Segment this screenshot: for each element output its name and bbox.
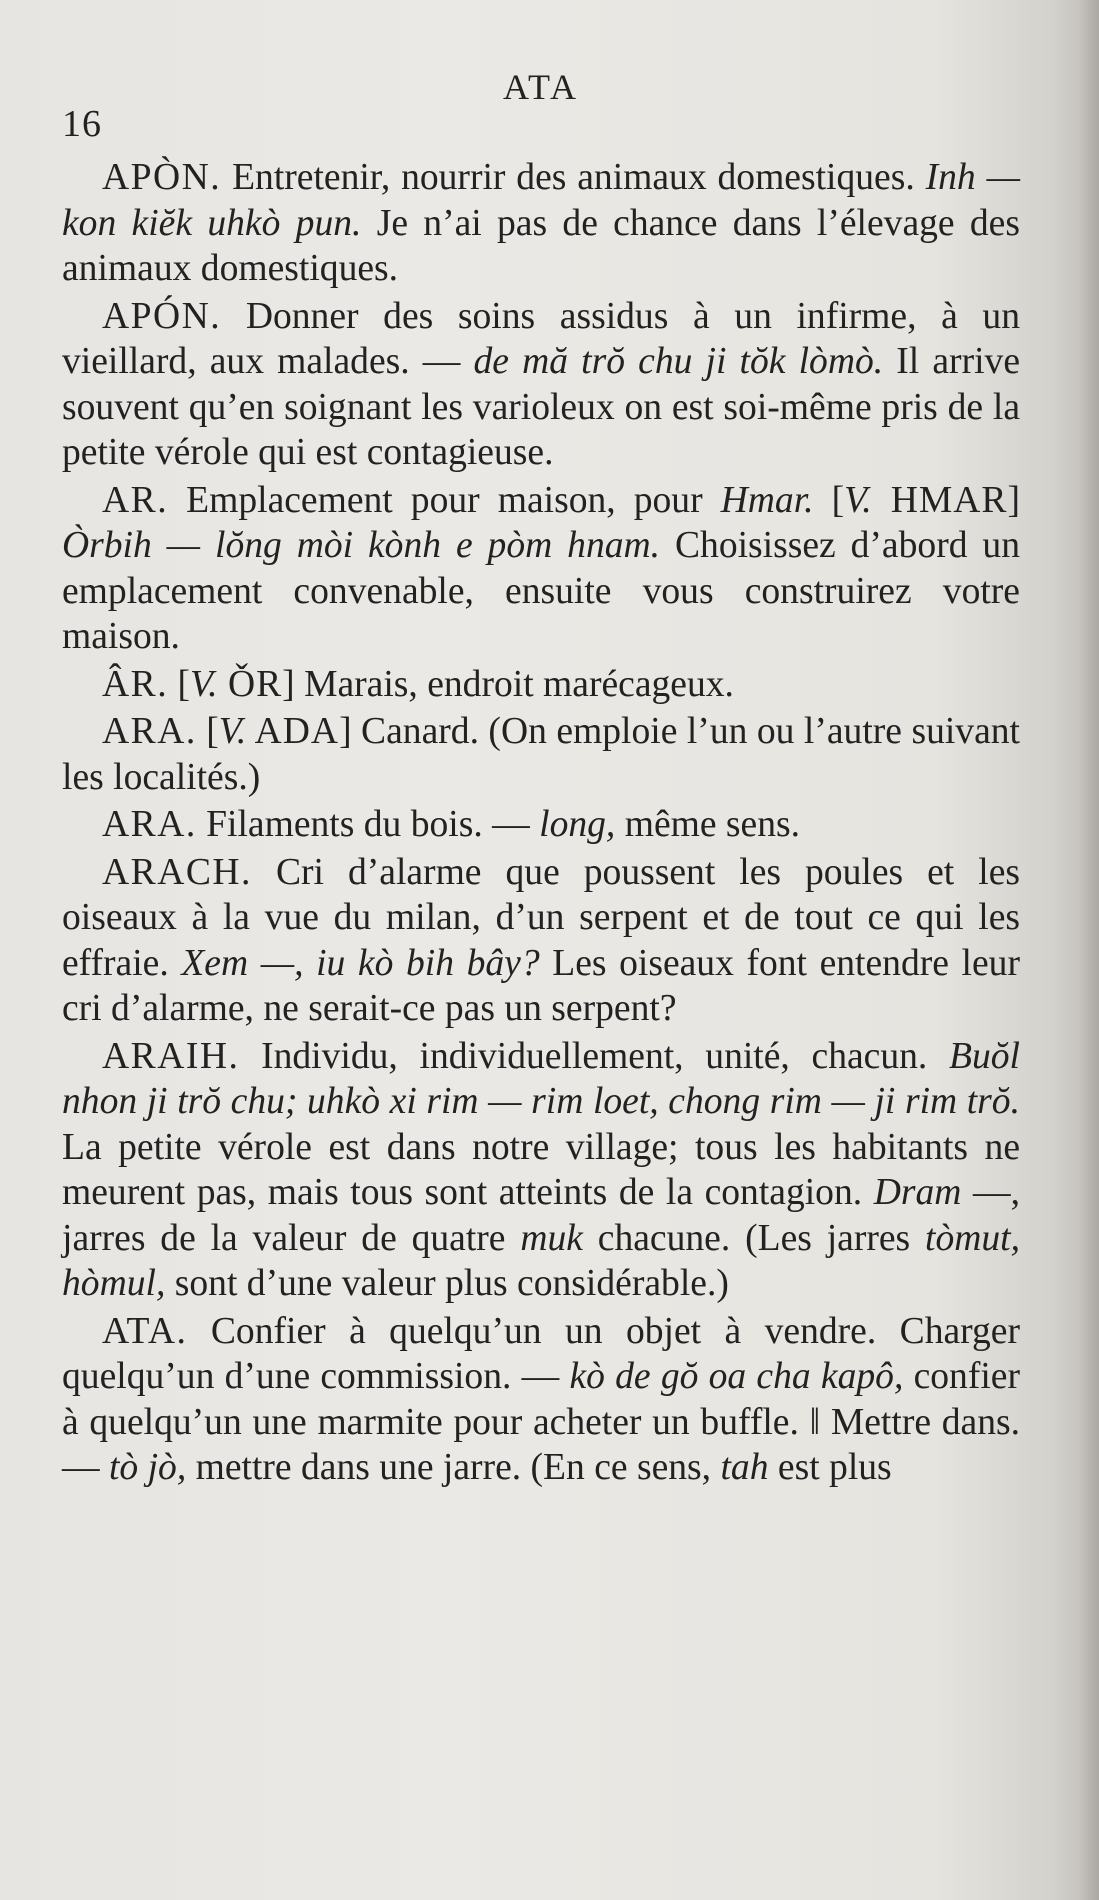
entry-apon-2: APÓN. Donner des soins assidus à un infirme, à un vieillard, aux malades. — de mă trŏ chu ji tŏk lòmò. Il arrive souvent qu’en soignant les varioleux on est soi-même pris de la petite vérole qui est contagieuse. bbox=[62, 295, 1020, 473]
entry-araih: ARAIH. Individu, individuellement, unité, chacun. Buŏl nhon ji trŏ chu; uhkò xi rim — rim loet, chong rim — ji rim trŏ. La petite vérole est dans notre village; tous les habitants ne meurent pas, mais tous sont atteints de la contagion. Dram —, jarres de la valeur de quatre muk chacune. (Les jarres tòmut, hòmul, sont d’une valeur plus considérable.) bbox=[62, 1035, 1020, 1304]
bahnar-word: long, bbox=[539, 804, 616, 845]
entry-ar: AR. Emplacement pour maison, pour Hmar. [V. HMAR] Òrbih — lŏng mòi kònh e pòm hnam. Choisissez d’abord un emplacement convenable, ensuite vous construirez votre maison. bbox=[62, 479, 1020, 657]
page-number: 16 bbox=[62, 103, 102, 145]
page-text bbox=[62, 155, 1020, 1491]
headword: ARA. bbox=[102, 711, 197, 752]
running-head: ATA bbox=[502, 67, 580, 107]
page-header bbox=[62, 66, 1020, 145]
headword: ÂR. bbox=[102, 663, 169, 705]
headword: APÒN. bbox=[102, 157, 222, 198]
binding-shadow bbox=[1079, 0, 1099, 1900]
bahnar-example: Òrbih — lŏng mòi kònh e pòm hnam. bbox=[62, 525, 661, 566]
bahnar-word: tah bbox=[720, 1447, 769, 1488]
bahnar-word: tòmut, hòmul, bbox=[62, 1217, 1020, 1304]
bahnar-example: de mă trŏ chu ji tŏk lòmò. bbox=[473, 341, 884, 382]
headword: ARA. bbox=[102, 804, 197, 845]
cross-ref-marker: V. bbox=[844, 479, 872, 521]
bahnar-word: Dram bbox=[873, 1172, 962, 1213]
bahnar-word: muk bbox=[520, 1217, 583, 1259]
headword: APÓN. bbox=[102, 295, 222, 337]
cross-ref-word: HMAR bbox=[871, 479, 1008, 521]
entry-ara-1: ARA. [V. ADA] Canard. (On emploie l’un ou l’autre suivant les localités.) bbox=[62, 711, 1020, 798]
cross-ref-marker: V. bbox=[218, 711, 247, 752]
bahnar-example: Inh — kon kiĕk uhkò pun. bbox=[62, 157, 1020, 244]
headword: ARAIH. bbox=[102, 1035, 240, 1077]
entry-ata: ATA. Confier à quelqu’un un objet à vendre. Charger quelqu’un d’une commission. — kò de gŏ oa cha kapô, confier à quelqu’un une marmite pour acheter un buffle. ‖ Mettre dans. — tò jò, mettre dans une jarre. (En ce sens, tah est plus bbox=[62, 1310, 1020, 1488]
bahnar-example: Buŏl nhon ji trŏ chu; uhkò xi rim — rim loet, chong rim — ji rim trŏ. bbox=[62, 1035, 1020, 1122]
bahnar-example: kò de gŏ oa cha kapô, bbox=[569, 1356, 904, 1397]
bahnar-word: Hmar. bbox=[720, 479, 814, 521]
entry-ar-circumflex: ÂR. [V. ǑR] Marais, endroit marécageux. bbox=[102, 663, 734, 705]
cross-ref-marker: V. bbox=[190, 663, 218, 705]
headword: ARACH. bbox=[102, 851, 252, 893]
cross-ref-word: ADA bbox=[246, 711, 340, 752]
headword: AR. bbox=[102, 479, 169, 521]
bahnar-example: tò jò, bbox=[108, 1447, 187, 1488]
entry-apon-1: APÒN. Entretenir, nourrir des animaux domestiques. Inh — kon kiĕk uhkò pun. Je n’ai pas de chance dans l’élevage des animaux domestiques. bbox=[62, 157, 1020, 289]
bahnar-example: Xem —, iu kò bih bây? bbox=[181, 942, 540, 984]
cross-ref-word: ǑR bbox=[217, 663, 283, 705]
entry-ara-2: ARA. Filaments du bois. — long, même sens. bbox=[102, 804, 801, 845]
entry-arach: ARACH. Cri d’alarme que poussent les poules et les oiseaux à la vue du milan, d’un serpent et de tout ce qui les effraie. Xem —, iu kò bih bây? Les oiseaux font entendre leur cri d’alarme, ne serait-ce pas un serpent? bbox=[62, 851, 1020, 1029]
headword: ATA. bbox=[102, 1310, 188, 1352]
